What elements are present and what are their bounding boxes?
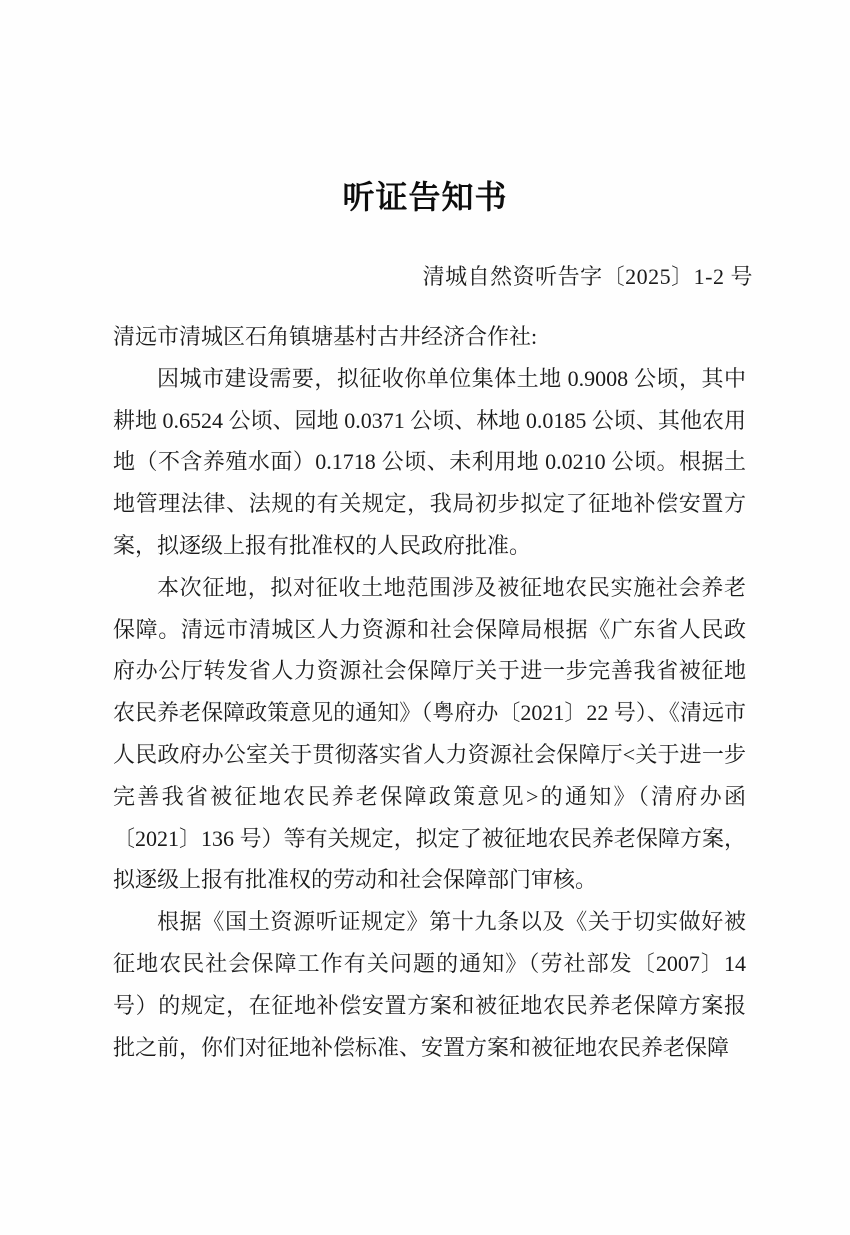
- document-title: 听证告知书: [342, 179, 508, 215]
- document-number: 清城自然资听告字〔2025〕1-2 号: [422, 264, 753, 289]
- document-body: [113, 316, 746, 1068]
- addressee-line: 清远市清城区石角镇塘基村古井经济合作社:: [113, 324, 538, 349]
- paragraph-social-security: 本次征地，拟对征收土地范围涉及被征地农民实施社会养老保障。清远市清城区人力资源和社会保障局根据《广东省人民政府办公厅转发省人力资源社会保障厅关于进一步完善我省被征地农民养老保障政策意见的通知》（粤府办〔2021〕22 号）、《清远市人民政府办公室关于贯彻落实省人力资源社会保障厅<关于进一步完善我省被征地农民养老保障政策意见>的通知》（清府办函〔2021〕136 号）等有关规定，拟定了被征地农民养老保障方案，拟逐级上报有批准权的劳动和社会保障部门审核。: [113, 574, 746, 893]
- paragraph-land-acquisition: 因城市建设需要，拟征收你单位集体土地 0.9008 公顷，其中耕地 0.6524 公顷、园地 0.0371 公顷、林地 0.0185 公顷、其他农用地（不含养殖水面）0.1718 公顷、未利用地 0.0210 公顷。根据土地管理法律、法规的有关规定，我局初步拟定了征地补偿安置方案，拟逐级上报有批准权的人民政府批准。: [113, 365, 746, 558]
- paragraph-hearing-rights: 根据《国土资源听证规定》第十九条以及《关于切实做好被征地农民社会保障工作有关问题的通知》（劳社部发〔2007〕14 号）的规定，在征地补偿安置方案和被征地农民养老保障方案报批之前，你们对征地补偿标准、安置方案和被征地农民养老保障: [113, 909, 746, 1060]
